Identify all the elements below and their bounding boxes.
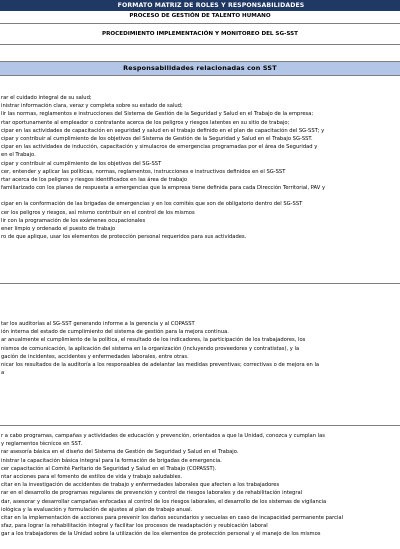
- responsibilities-block-audit: [0, 320, 400, 377]
- responsibility-line: cipar y contribuir al cumplimiento de los objetivos del Sistema de Gestión de la Seguridad y Salud en el Trabajo SG-SST.: [1, 135, 313, 142]
- format-title: FORMATO MATRIZ DE ROLES Y RESPONSABILIDADES: [117, 2, 305, 9]
- responsibility-line: rtar oportunamente al empleador o contratante acerca de los peligros y riesgos latentes en su sitio de trabajo;: [1, 119, 290, 126]
- responsibility-line: en el Trabajo.: [1, 152, 36, 159]
- format-title-bar: [0, 0, 400, 11]
- responsibility-line: citar en la implementación de acciones para prevenir los daños secundarios y secuelas en caso de incapacidad permanente parcial: [1, 514, 344, 521]
- responsibility-line: cipar en las actividades de inducción, capacitación y simulacros de emergencias programadas por el área de Seguridad y: [1, 144, 318, 151]
- responsibility-line: citar en la investigación de accidentes de trabajo y enfermedades laborales que afecten a los trabajadores: [1, 482, 280, 489]
- responsibility-line: inistrar la capacitación básica integral para la formación de brigadas de emergencia.: [1, 457, 222, 464]
- responsibility-line: familiarizado con los planes de respuesta a emergencias que la empresa tiene definida para cada Dirección Territorial, PAV y: [1, 185, 326, 192]
- responsibilities-header-label: Responsabilidades relacionadas con SST: [123, 64, 277, 72]
- responsibility-line: cipar en las actividades de capacitación en seguridad y salud en el trabajo definido en el plan de capacitación del SG-SST; y: [1, 127, 325, 134]
- responsibility-line: inistrar información clara, veraz y completa sobre su estado de salud;: [1, 103, 183, 110]
- responsibility-line: cer, entender y aplicar las políticas, normas, reglamentos, instrucciones e instructivos definidos en el SG-SST: [1, 168, 286, 175]
- responsibility-line: lir las normas, reglamentos e instrucciones del Sistema de Gestión de la Seguridad y Salud en el Trabajo de la empresa;: [1, 111, 314, 118]
- responsibility-line: [0, 192, 400, 200]
- responsibility-line: r a cabo programas, campañas y actividades de educación y prevención, orientados a que la Unidad, conozca y cumplan las: [1, 433, 326, 439]
- responsibility-line: y reglamentos técnicos en SST.: [1, 441, 83, 448]
- responsibility-line: cipar y contribuir al cumplimiento de los objetivos del SG-SST: [1, 160, 162, 167]
- process-name: PROCESO DE GESTIÓN DE TALENTO HUMANO: [129, 13, 271, 19]
- responsibility-line: ar anualmente el cumplimiento de la política, el resultado de los indicadores, la participación de los trabajadores, los: [1, 337, 306, 344]
- responsibility-line: a: [1, 370, 5, 377]
- responsibility-line: rar en el desarrollo de programas regulares de prevención y control de riesgos laborales y de rehabilitación integral: [1, 490, 303, 497]
- divider: [0, 23, 400, 24]
- responsibility-line: rar el cuidado integral de su salud;: [1, 95, 92, 101]
- responsibility-line: cipar en la conformación de las brigadas de emergencias y en los comités que son de obligatorio dentro del SG-SST: [1, 201, 303, 208]
- section-divider: [0, 283, 400, 284]
- responsibility-line: ener limpio y ordenado el puesto de trabajo: [1, 226, 116, 232]
- responsibility-line: tar los auditorías al SG-SST generando informe a la gerencia y al COPASST: [1, 321, 195, 327]
- responsibility-line: nismos de comunicación, la aplicación del sistema en la organización (incluyendo proveedores y contratistas), y la: [1, 345, 300, 352]
- responsibility-line: lir con la programación de los exámenes ocupacionales: [1, 217, 146, 224]
- procedure-name: PROCEDIMIENTO IMPLEMENTACIÓN Y MONITOREO DEL SG-SST: [102, 31, 298, 37]
- divider: [0, 44, 400, 45]
- responsibility-line: nicar los resultados de la auditoría a los responsables de adelantar las medidas preventivas; correctivas o de mejora en la: [1, 361, 320, 368]
- responsibility-line: cer los peligros y riesgos, así mismo contribuir en el control de los mismos: [1, 209, 195, 216]
- responsibility-line: ro de que aplique, usar los elementos de protección personal requeridos para sus actividades.: [1, 234, 247, 241]
- responsibilities-block-arl: [0, 432, 400, 538]
- responsibility-line: rtar acerca de los peligros y riesgos identificados en las área de trabajo: [1, 176, 188, 183]
- responsibility-line: gación de incidentes, accidentes y enfermedades laborales, entre otras.: [1, 353, 189, 360]
- responsibility-line: iológica y la evaluación y formulación de ajustes al plan de trabajo anual.: [1, 506, 193, 513]
- responsibility-line: ión interna del estado de cumplimiento del sistema de gestión para la mejora continua.: [1, 329, 229, 336]
- responsibilities-header: [0, 61, 400, 76]
- responsibility-line: dar, asesorar y desarrollar campañas enfocadas al control de los riesgos laborales, el desarrollo de los sistemas de vigilancia: [1, 498, 327, 505]
- responsibility-line: rar asesoría básica en el diseño del Sistema de Gestión de Seguridad y Salud en el Trabajo.: [1, 449, 239, 456]
- responsibility-line: sfaz, para lograr la rehabilitación integral y facilitar los procesos de readaptación y reubicación laboral: [1, 523, 268, 530]
- responsibility-line: ntar acciones para el fomento de estilos de vida y trabajo saludables.: [1, 473, 183, 480]
- section-divider: [0, 425, 400, 426]
- responsibility-line: cer capacitación al Comité Paritario de Seguridad y Salud en el Trabajo (COPASST).: [1, 465, 217, 472]
- responsibility-line: gar a los trabajadores de la Unidad sobre la utilización de los elementos de protección personal y el manejo de los mismos: [1, 531, 321, 538]
- responsibilities-block-workers: [0, 94, 400, 241]
